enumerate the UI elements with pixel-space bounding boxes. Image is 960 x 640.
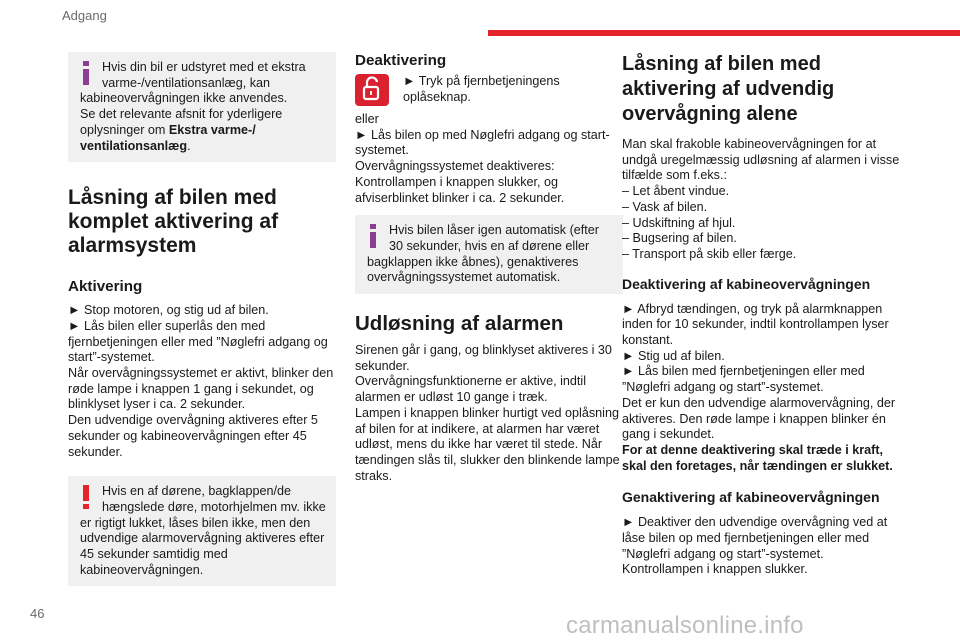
info-bold: Ekstra varme-/ ventilationsanlæg: [80, 122, 256, 153]
warning-icon: [78, 485, 94, 509]
column-2: [355, 52, 623, 484]
body-text: Sirenen går i gang, og blinklyset aktiveres i 30 sekunder. Overvågningsfunktionerne er aktive, indtil alarmen er udløst 10 gange i træk. Lampen i knappen blinker hurtigt ved oplåsning af bilen for at indikere, at alarmen har været udløst, mens du ikke har været til stede. Når tændingen slås til, slukker den blinkende lampe straks.: [355, 343, 620, 483]
body-text: Man skal frakoble kabineovervågningen for at undgå uregelmæssig udløsning af alarmen i visse tilfælde som f.eks.: – Let åbent vindue. – Vask af bilen. – Udskiftning af hjul. – Bugsering af bilen. – Transport på skib eller færge.: [622, 137, 900, 261]
body-text: ► Deaktiver den udvendige overvågning ved at låse bilen op med fjernbetjeningen eller med ”Nøglefri adgang og start”-systemet. Kontrollampen i knappen slukker.: [622, 515, 888, 577]
unlock-button-icon: [355, 74, 389, 106]
warning-text: er rigtigt lukket, låses bilen ikke, men den udvendige alarmovervågning aktiveres efter 45 sekunder samtidig med kabineovervågningen.: [80, 515, 325, 577]
info-box: [355, 215, 623, 294]
subsection-title: Deaktivering af kabineovervågningen: [622, 275, 871, 292]
remote-text: ► Tryk på fjernbetjeningens oplåseknap.: [403, 74, 560, 104]
info-icon: [365, 224, 381, 248]
info-text: bagklappen ikke åbnes), genaktiveres overvågningssystemet automatisk.: [367, 254, 579, 285]
body-text: eller ► Lås bilen op med Nøglefri adgang og start-systemet. Overvågningssystemet deaktiveres: Kontrollampen i knappen slukker, og afviserblinket blinker i ca. 2 sekunder.: [355, 112, 610, 205]
header-accent-bar: [488, 30, 960, 36]
section-title: Låsning af bilen med aktivering af udvendig overvågning alene: [622, 53, 835, 125]
bold-note: For at denne deaktivering skal træde i kraft, skal den foretages, når tændingen er slukket.: [622, 442, 893, 473]
warning-box: [68, 476, 336, 586]
info-text-first: Hvis bilen låser igen automatisk (efter 30 sekunder, hvis en af dørene eller: [389, 223, 599, 253]
warning-text-first: Hvis en af dørene, bagklappen/de hængslede døre, motorhjelmen mv. ikke: [102, 484, 326, 514]
body-text: ► Stop motoren, og stig ud af bilen. ► Lås bilen eller superlås den med fjernbetjeningen eller med ”Nøglefri adgang og start”-systemet. Når overvågningssystemet er aktivt, blinker den røde lampe i knappen 1 gang i sekundet, og blinklyset lyser i ca. 2 sekunder. Den udvendige overvågning aktiveres efter 5 sekunder og kabineovervågningen efter 45 sekunder.: [68, 303, 334, 459]
watermark: carmanualsonline.info: [566, 612, 804, 639]
body-text: ► Afbryd tændingen, og tryk på alarmknappen inden for 10 sekunder, indtil kontrollampen lyser konstant. ► Stig ud af bilen. ► Lås bilen med fjernbetjeningen eller med ”Nøglefri adgang og start”-systemet. Det er kun den udvendige alarmovervågning, der aktiveres. Den røde lampe i knappen blinker én gang i sekundet.: [622, 301, 896, 442]
info-text-first: Hvis din bil er udstyret med et ekstra varme-/ventilationsanlæg, kan: [102, 60, 306, 90]
remote-instruction: [355, 74, 623, 110]
subsection-title: Deaktivering: [355, 52, 447, 69]
column-1: [68, 52, 336, 600]
page-number: 46: [30, 606, 45, 621]
section-title: Låsning af bilen med komplet aktivering af alarmsystem: [68, 186, 279, 258]
subsection-title: Genaktivering af kabineovervågningen: [622, 489, 880, 506]
subsection-title: Aktivering: [68, 278, 143, 296]
info-box: [68, 52, 336, 162]
column-3: [622, 52, 904, 578]
header-section-title: Adgang: [62, 8, 107, 23]
info-text: kabineovervågningen ikke anvendes. Se det relevante afsnit for yderligere oplysninger om Ekstra varme-/ ventilationsanlæg.: [80, 91, 288, 153]
section-title: Udløsning af alarmen: [355, 312, 564, 336]
info-icon: [78, 61, 94, 85]
